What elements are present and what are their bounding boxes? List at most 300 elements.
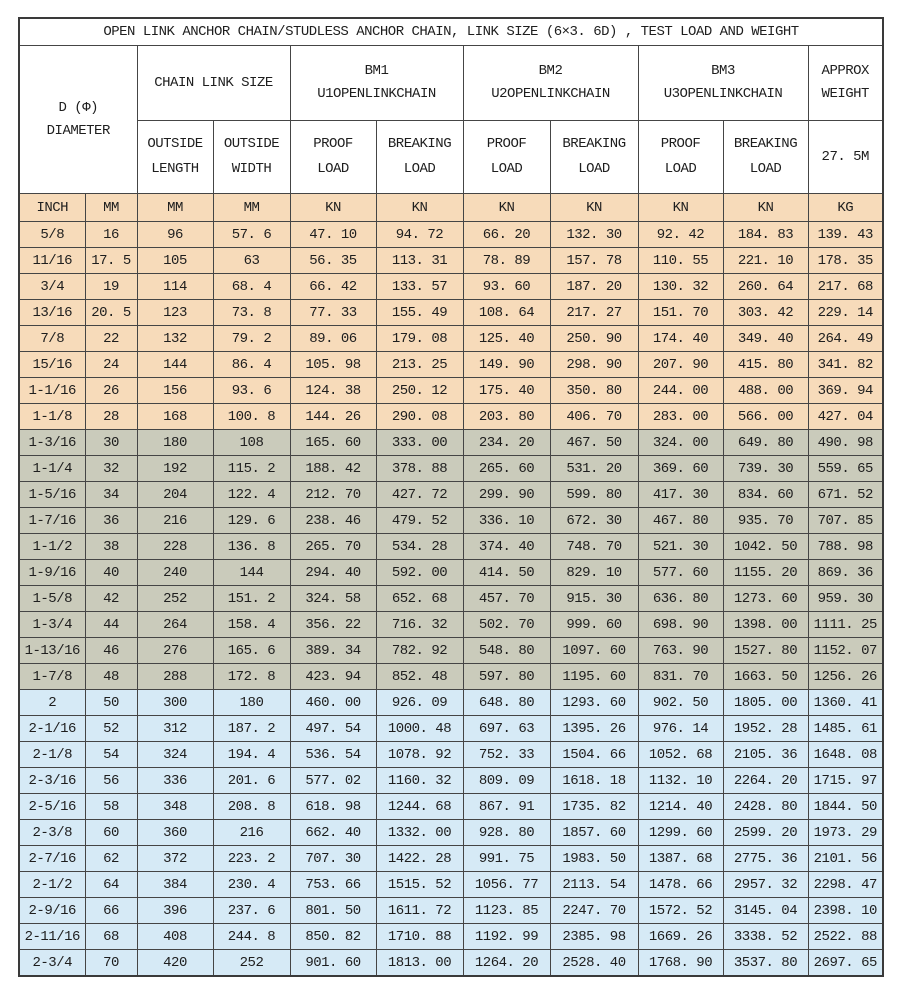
data-cell: 1973. 29	[808, 820, 883, 846]
data-cell: 1648. 08	[808, 742, 883, 768]
unit-cell: KG	[808, 194, 883, 222]
data-cell: 30	[85, 430, 137, 456]
data-cell: 1422. 28	[376, 846, 463, 872]
data-cell: 208. 8	[213, 794, 290, 820]
header-bm2: BM2 U2OPENLINKCHAIN	[463, 46, 638, 121]
data-cell: 959. 30	[808, 586, 883, 612]
data-cell: 26	[85, 378, 137, 404]
data-cell: 172. 8	[213, 664, 290, 690]
table-row	[19, 222, 883, 248]
data-cell: 15/16	[19, 352, 85, 378]
data-cell: 662. 40	[290, 820, 376, 846]
table-title: OPEN LINK ANCHOR CHAIN/STUDLESS ANCHOR CHAIN, LINK SIZE (6×3. 6D) , TEST LOAD AND WEIGHT	[19, 18, 883, 46]
table-row	[19, 352, 883, 378]
data-cell: 415. 80	[723, 352, 808, 378]
data-cell: 217. 68	[808, 274, 883, 300]
data-cell: 1042. 50	[723, 534, 808, 560]
data-cell: 123	[137, 300, 213, 326]
data-cell: 1515. 52	[376, 872, 463, 898]
data-cell: 93. 60	[463, 274, 550, 300]
data-cell: 47. 10	[290, 222, 376, 248]
data-cell: 204	[137, 482, 213, 508]
subheader-outside-width: OUTSIDE WIDTH	[213, 121, 290, 194]
data-cell: 1-13/16	[19, 638, 85, 664]
data-cell: 389. 34	[290, 638, 376, 664]
data-cell: 531. 20	[550, 456, 638, 482]
data-cell: 1813. 00	[376, 950, 463, 977]
data-cell: 1160. 32	[376, 768, 463, 794]
data-cell: 753. 66	[290, 872, 376, 898]
data-cell: 350. 80	[550, 378, 638, 404]
data-cell: 739. 30	[723, 456, 808, 482]
header-diameter-line2: DIAMETER	[46, 122, 110, 139]
data-cell: 1256. 26	[808, 664, 883, 690]
data-cell: 108. 64	[463, 300, 550, 326]
chain-spec-table	[18, 17, 884, 977]
data-cell: 521. 30	[638, 534, 723, 560]
data-cell: 16	[85, 222, 137, 248]
data-cell: 54	[85, 742, 137, 768]
data-cell: 179. 08	[376, 326, 463, 352]
table-row	[19, 742, 883, 768]
data-cell: 369. 94	[808, 378, 883, 404]
data-cell: 467. 80	[638, 508, 723, 534]
data-cell: 24	[85, 352, 137, 378]
subheader-breaking-load-bm1: BREAKING LOAD	[376, 121, 463, 194]
table-row	[19, 326, 883, 352]
data-cell: 2-3/4	[19, 950, 85, 977]
table-row	[19, 664, 883, 690]
data-cell: 597. 80	[463, 664, 550, 690]
data-cell: 1192. 99	[463, 924, 550, 950]
data-cell: 188. 42	[290, 456, 376, 482]
data-cell: 300	[137, 690, 213, 716]
unit-cell: INCH	[19, 194, 85, 222]
data-cell: 1000. 48	[376, 716, 463, 742]
data-cell: 2398. 10	[808, 898, 883, 924]
data-cell: 408	[137, 924, 213, 950]
data-cell: 3537. 80	[723, 950, 808, 977]
data-cell: 1527. 80	[723, 638, 808, 664]
data-cell: 414. 50	[463, 560, 550, 586]
data-cell: 70	[85, 950, 137, 977]
subheader-breaking-load-bm2: BREAKING LOAD	[550, 121, 638, 194]
table-row	[19, 456, 883, 482]
header-diameter	[19, 46, 137, 194]
data-cell: 17. 5	[85, 248, 137, 274]
data-cell: 93. 6	[213, 378, 290, 404]
data-cell: 58	[85, 794, 137, 820]
data-cell: 20. 5	[85, 300, 137, 326]
table-row	[19, 534, 883, 560]
table-row	[19, 482, 883, 508]
data-cell: 406. 70	[550, 404, 638, 430]
data-cell: 592. 00	[376, 560, 463, 586]
data-cell: 96	[137, 222, 213, 248]
data-cell: 175. 40	[463, 378, 550, 404]
data-cell: 2528. 40	[550, 950, 638, 977]
subheader-outside-length: OUTSIDE LENGTH	[137, 121, 213, 194]
data-cell: 479. 52	[376, 508, 463, 534]
data-cell: 187. 2	[213, 716, 290, 742]
data-cell: 2-11/16	[19, 924, 85, 950]
data-cell: 2101. 56	[808, 846, 883, 872]
data-cell: 42	[85, 586, 137, 612]
data-cell: 1111. 25	[808, 612, 883, 638]
data-cell: 77. 33	[290, 300, 376, 326]
data-cell: 156	[137, 378, 213, 404]
data-cell: 460. 00	[290, 690, 376, 716]
data-cell: 3/4	[19, 274, 85, 300]
data-cell: 935. 70	[723, 508, 808, 534]
table-row	[19, 404, 883, 430]
data-cell: 2522. 88	[808, 924, 883, 950]
data-cell: 902. 50	[638, 690, 723, 716]
data-cell: 132. 30	[550, 222, 638, 248]
data-cell: 420	[137, 950, 213, 977]
data-cell: 79. 2	[213, 326, 290, 352]
data-cell: 40	[85, 560, 137, 586]
table-row	[19, 586, 883, 612]
data-cell: 1360. 41	[808, 690, 883, 716]
data-cell: 548. 80	[463, 638, 550, 664]
data-cell: 809. 09	[463, 768, 550, 794]
data-cell: 1214. 40	[638, 794, 723, 820]
data-cell: 324. 00	[638, 430, 723, 456]
data-cell: 349. 40	[723, 326, 808, 352]
data-cell: 1844. 50	[808, 794, 883, 820]
data-cell: 1805. 00	[723, 690, 808, 716]
unit-cell: KN	[290, 194, 376, 222]
table-header	[19, 18, 883, 222]
data-cell: 356. 22	[290, 612, 376, 638]
data-cell: 324. 58	[290, 586, 376, 612]
data-cell: 372	[137, 846, 213, 872]
table-row	[19, 638, 883, 664]
data-cell: 1-9/16	[19, 560, 85, 586]
data-cell: 260. 64	[723, 274, 808, 300]
data-cell: 782. 92	[376, 638, 463, 664]
data-cell: 192	[137, 456, 213, 482]
data-cell: 928. 80	[463, 820, 550, 846]
data-cell: 360	[137, 820, 213, 846]
header-approx-weight: APPROX WEIGHT	[808, 46, 883, 121]
data-cell: 144	[213, 560, 290, 586]
data-cell: 92. 42	[638, 222, 723, 248]
data-cell: 850. 82	[290, 924, 376, 950]
data-cell: 265. 60	[463, 456, 550, 482]
data-cell: 113. 31	[376, 248, 463, 274]
data-cell: 534. 28	[376, 534, 463, 560]
data-cell: 105. 98	[290, 352, 376, 378]
data-cell: 240	[137, 560, 213, 586]
data-cell: 697. 63	[463, 716, 550, 742]
data-cell: 2-3/16	[19, 768, 85, 794]
subheader-proof-load-bm3: PROOF LOAD	[638, 121, 723, 194]
data-cell: 1332. 00	[376, 820, 463, 846]
data-cell: 28	[85, 404, 137, 430]
data-cell: 2385. 98	[550, 924, 638, 950]
data-cell: 283. 00	[638, 404, 723, 430]
table-row	[19, 274, 883, 300]
data-cell: 336	[137, 768, 213, 794]
data-cell: 303. 42	[723, 300, 808, 326]
data-cell: 1299. 60	[638, 820, 723, 846]
data-cell: 559. 65	[808, 456, 883, 482]
data-cell: 1983. 50	[550, 846, 638, 872]
data-cell: 577. 60	[638, 560, 723, 586]
data-cell: 180	[213, 690, 290, 716]
data-cell: 144	[137, 352, 213, 378]
data-cell: 1768. 90	[638, 950, 723, 977]
data-cell: 11/16	[19, 248, 85, 274]
data-cell: 336. 10	[463, 508, 550, 534]
data-cell: 155. 49	[376, 300, 463, 326]
data-cell: 250. 90	[550, 326, 638, 352]
data-cell: 203. 80	[463, 404, 550, 430]
unit-cell: KN	[376, 194, 463, 222]
data-cell: 1572. 52	[638, 898, 723, 924]
header-sub-row	[19, 121, 883, 194]
data-cell: 423. 94	[290, 664, 376, 690]
data-cell: 158. 4	[213, 612, 290, 638]
data-cell: 2264. 20	[723, 768, 808, 794]
data-cell: 2-1/8	[19, 742, 85, 768]
table-row	[19, 820, 883, 846]
table-row	[19, 898, 883, 924]
data-cell: 2697. 65	[808, 950, 883, 977]
data-cell: 2957. 32	[723, 872, 808, 898]
data-cell: 348	[137, 794, 213, 820]
data-cell: 566. 00	[723, 404, 808, 430]
data-cell: 264. 49	[808, 326, 883, 352]
data-cell: 56. 35	[290, 248, 376, 274]
data-cell: 834. 60	[723, 482, 808, 508]
data-cell: 1-3/16	[19, 430, 85, 456]
data-cell: 19	[85, 274, 137, 300]
data-cell: 212. 70	[290, 482, 376, 508]
data-cell: 1-1/8	[19, 404, 85, 430]
data-cell: 5/8	[19, 222, 85, 248]
data-cell: 60	[85, 820, 137, 846]
data-cell: 1504. 66	[550, 742, 638, 768]
data-cell: 157. 78	[550, 248, 638, 274]
data-cell: 136. 8	[213, 534, 290, 560]
data-cell: 707. 85	[808, 508, 883, 534]
table-row	[19, 950, 883, 977]
table-row	[19, 378, 883, 404]
data-cell: 1-5/16	[19, 482, 85, 508]
data-cell: 1735. 82	[550, 794, 638, 820]
data-cell: 636. 80	[638, 586, 723, 612]
data-cell: 1123. 85	[463, 898, 550, 924]
data-cell: 1155. 20	[723, 560, 808, 586]
data-cell: 752. 33	[463, 742, 550, 768]
data-cell: 2775. 36	[723, 846, 808, 872]
data-cell: 869. 36	[808, 560, 883, 586]
data-cell: 115. 2	[213, 456, 290, 482]
data-cell: 250. 12	[376, 378, 463, 404]
data-cell: 228	[137, 534, 213, 560]
unit-cell: MM	[85, 194, 137, 222]
data-cell: 369. 60	[638, 456, 723, 482]
data-cell: 1715. 97	[808, 768, 883, 794]
data-cell: 1952. 28	[723, 716, 808, 742]
data-cell: 124. 38	[290, 378, 376, 404]
unit-cell: MM	[137, 194, 213, 222]
data-cell: 1857. 60	[550, 820, 638, 846]
data-cell: 748. 70	[550, 534, 638, 560]
data-cell: 38	[85, 534, 137, 560]
data-cell: 1485. 61	[808, 716, 883, 742]
data-cell: 536. 54	[290, 742, 376, 768]
subheader-proof-load-bm2: PROOF LOAD	[463, 121, 550, 194]
data-cell: 34	[85, 482, 137, 508]
data-cell: 50	[85, 690, 137, 716]
data-cell: 46	[85, 638, 137, 664]
table-row	[19, 248, 883, 274]
data-cell: 151. 2	[213, 586, 290, 612]
data-cell: 32	[85, 456, 137, 482]
data-cell: 66	[85, 898, 137, 924]
data-cell: 265. 70	[290, 534, 376, 560]
data-cell: 852. 48	[376, 664, 463, 690]
title-row	[19, 18, 883, 46]
data-cell: 312	[137, 716, 213, 742]
data-cell: 926. 09	[376, 690, 463, 716]
data-cell: 52	[85, 716, 137, 742]
data-cell: 238. 46	[290, 508, 376, 534]
data-cell: 396	[137, 898, 213, 924]
data-cell: 216	[137, 508, 213, 534]
data-cell: 252	[137, 586, 213, 612]
data-cell: 244. 00	[638, 378, 723, 404]
data-cell: 105	[137, 248, 213, 274]
data-cell: 1618. 18	[550, 768, 638, 794]
unit-cell: KN	[550, 194, 638, 222]
data-cell: 374. 40	[463, 534, 550, 560]
data-cell: 1478. 66	[638, 872, 723, 898]
unit-cell: KN	[723, 194, 808, 222]
data-cell: 649. 80	[723, 430, 808, 456]
data-cell: 2247. 70	[550, 898, 638, 924]
data-cell: 110. 55	[638, 248, 723, 274]
data-cell: 94. 72	[376, 222, 463, 248]
data-cell: 618. 98	[290, 794, 376, 820]
data-cell: 1387. 68	[638, 846, 723, 872]
data-cell: 490. 98	[808, 430, 883, 456]
data-cell: 1195. 60	[550, 664, 638, 690]
data-cell: 237. 6	[213, 898, 290, 924]
data-cell: 230. 4	[213, 872, 290, 898]
data-cell: 2-9/16	[19, 898, 85, 924]
data-cell: 165. 6	[213, 638, 290, 664]
data-cell: 299. 90	[463, 482, 550, 508]
data-cell: 991. 75	[463, 846, 550, 872]
table-row	[19, 430, 883, 456]
data-cell: 502. 70	[463, 612, 550, 638]
data-cell: 1293. 60	[550, 690, 638, 716]
data-cell: 1-3/4	[19, 612, 85, 638]
data-cell: 298. 90	[550, 352, 638, 378]
data-cell: 125. 40	[463, 326, 550, 352]
data-cell: 73. 8	[213, 300, 290, 326]
data-cell: 577. 02	[290, 768, 376, 794]
data-cell: 652. 68	[376, 586, 463, 612]
data-cell: 829. 10	[550, 560, 638, 586]
data-cell: 457. 70	[463, 586, 550, 612]
data-cell: 44	[85, 612, 137, 638]
data-cell: 194. 4	[213, 742, 290, 768]
data-cell: 417. 30	[638, 482, 723, 508]
data-cell: 1152. 07	[808, 638, 883, 664]
data-cell: 599. 80	[550, 482, 638, 508]
data-cell: 207. 90	[638, 352, 723, 378]
data-cell: 488. 00	[723, 378, 808, 404]
data-cell: 2428. 80	[723, 794, 808, 820]
table-body	[19, 222, 883, 977]
data-cell: 165. 60	[290, 430, 376, 456]
data-cell: 324	[137, 742, 213, 768]
data-cell: 2	[19, 690, 85, 716]
table-row	[19, 872, 883, 898]
data-cell: 763. 90	[638, 638, 723, 664]
data-cell: 378. 88	[376, 456, 463, 482]
data-cell: 1-1/4	[19, 456, 85, 482]
data-cell: 1056. 77	[463, 872, 550, 898]
data-cell: 427. 04	[808, 404, 883, 430]
table-row	[19, 768, 883, 794]
data-cell: 294. 40	[290, 560, 376, 586]
data-cell: 999. 60	[550, 612, 638, 638]
data-cell: 467. 50	[550, 430, 638, 456]
unit-cell: KN	[463, 194, 550, 222]
data-cell: 1-1/2	[19, 534, 85, 560]
data-cell: 89. 06	[290, 326, 376, 352]
data-cell: 114	[137, 274, 213, 300]
data-cell: 217. 27	[550, 300, 638, 326]
data-cell: 187. 20	[550, 274, 638, 300]
table-row	[19, 846, 883, 872]
data-cell: 384	[137, 872, 213, 898]
data-cell: 290. 08	[376, 404, 463, 430]
data-cell: 1-5/8	[19, 586, 85, 612]
data-cell: 122. 4	[213, 482, 290, 508]
data-cell: 3338. 52	[723, 924, 808, 950]
table-row	[19, 924, 883, 950]
table-row	[19, 300, 883, 326]
data-cell: 66. 20	[463, 222, 550, 248]
data-cell: 276	[137, 638, 213, 664]
data-cell: 1097. 60	[550, 638, 638, 664]
data-cell: 1264. 20	[463, 950, 550, 977]
data-cell: 62	[85, 846, 137, 872]
data-cell: 341. 82	[808, 352, 883, 378]
data-cell: 698. 90	[638, 612, 723, 638]
table-row	[19, 690, 883, 716]
units-row	[19, 194, 883, 222]
data-cell: 1-1/16	[19, 378, 85, 404]
data-cell: 648. 80	[463, 690, 550, 716]
data-cell: 68	[85, 924, 137, 950]
data-cell: 1052. 68	[638, 742, 723, 768]
data-cell: 2599. 20	[723, 820, 808, 846]
data-cell: 3145. 04	[723, 898, 808, 924]
data-cell: 149. 90	[463, 352, 550, 378]
data-cell: 2298. 47	[808, 872, 883, 898]
data-cell: 7/8	[19, 326, 85, 352]
subheader-proof-load-bm1: PROOF LOAD	[290, 121, 376, 194]
